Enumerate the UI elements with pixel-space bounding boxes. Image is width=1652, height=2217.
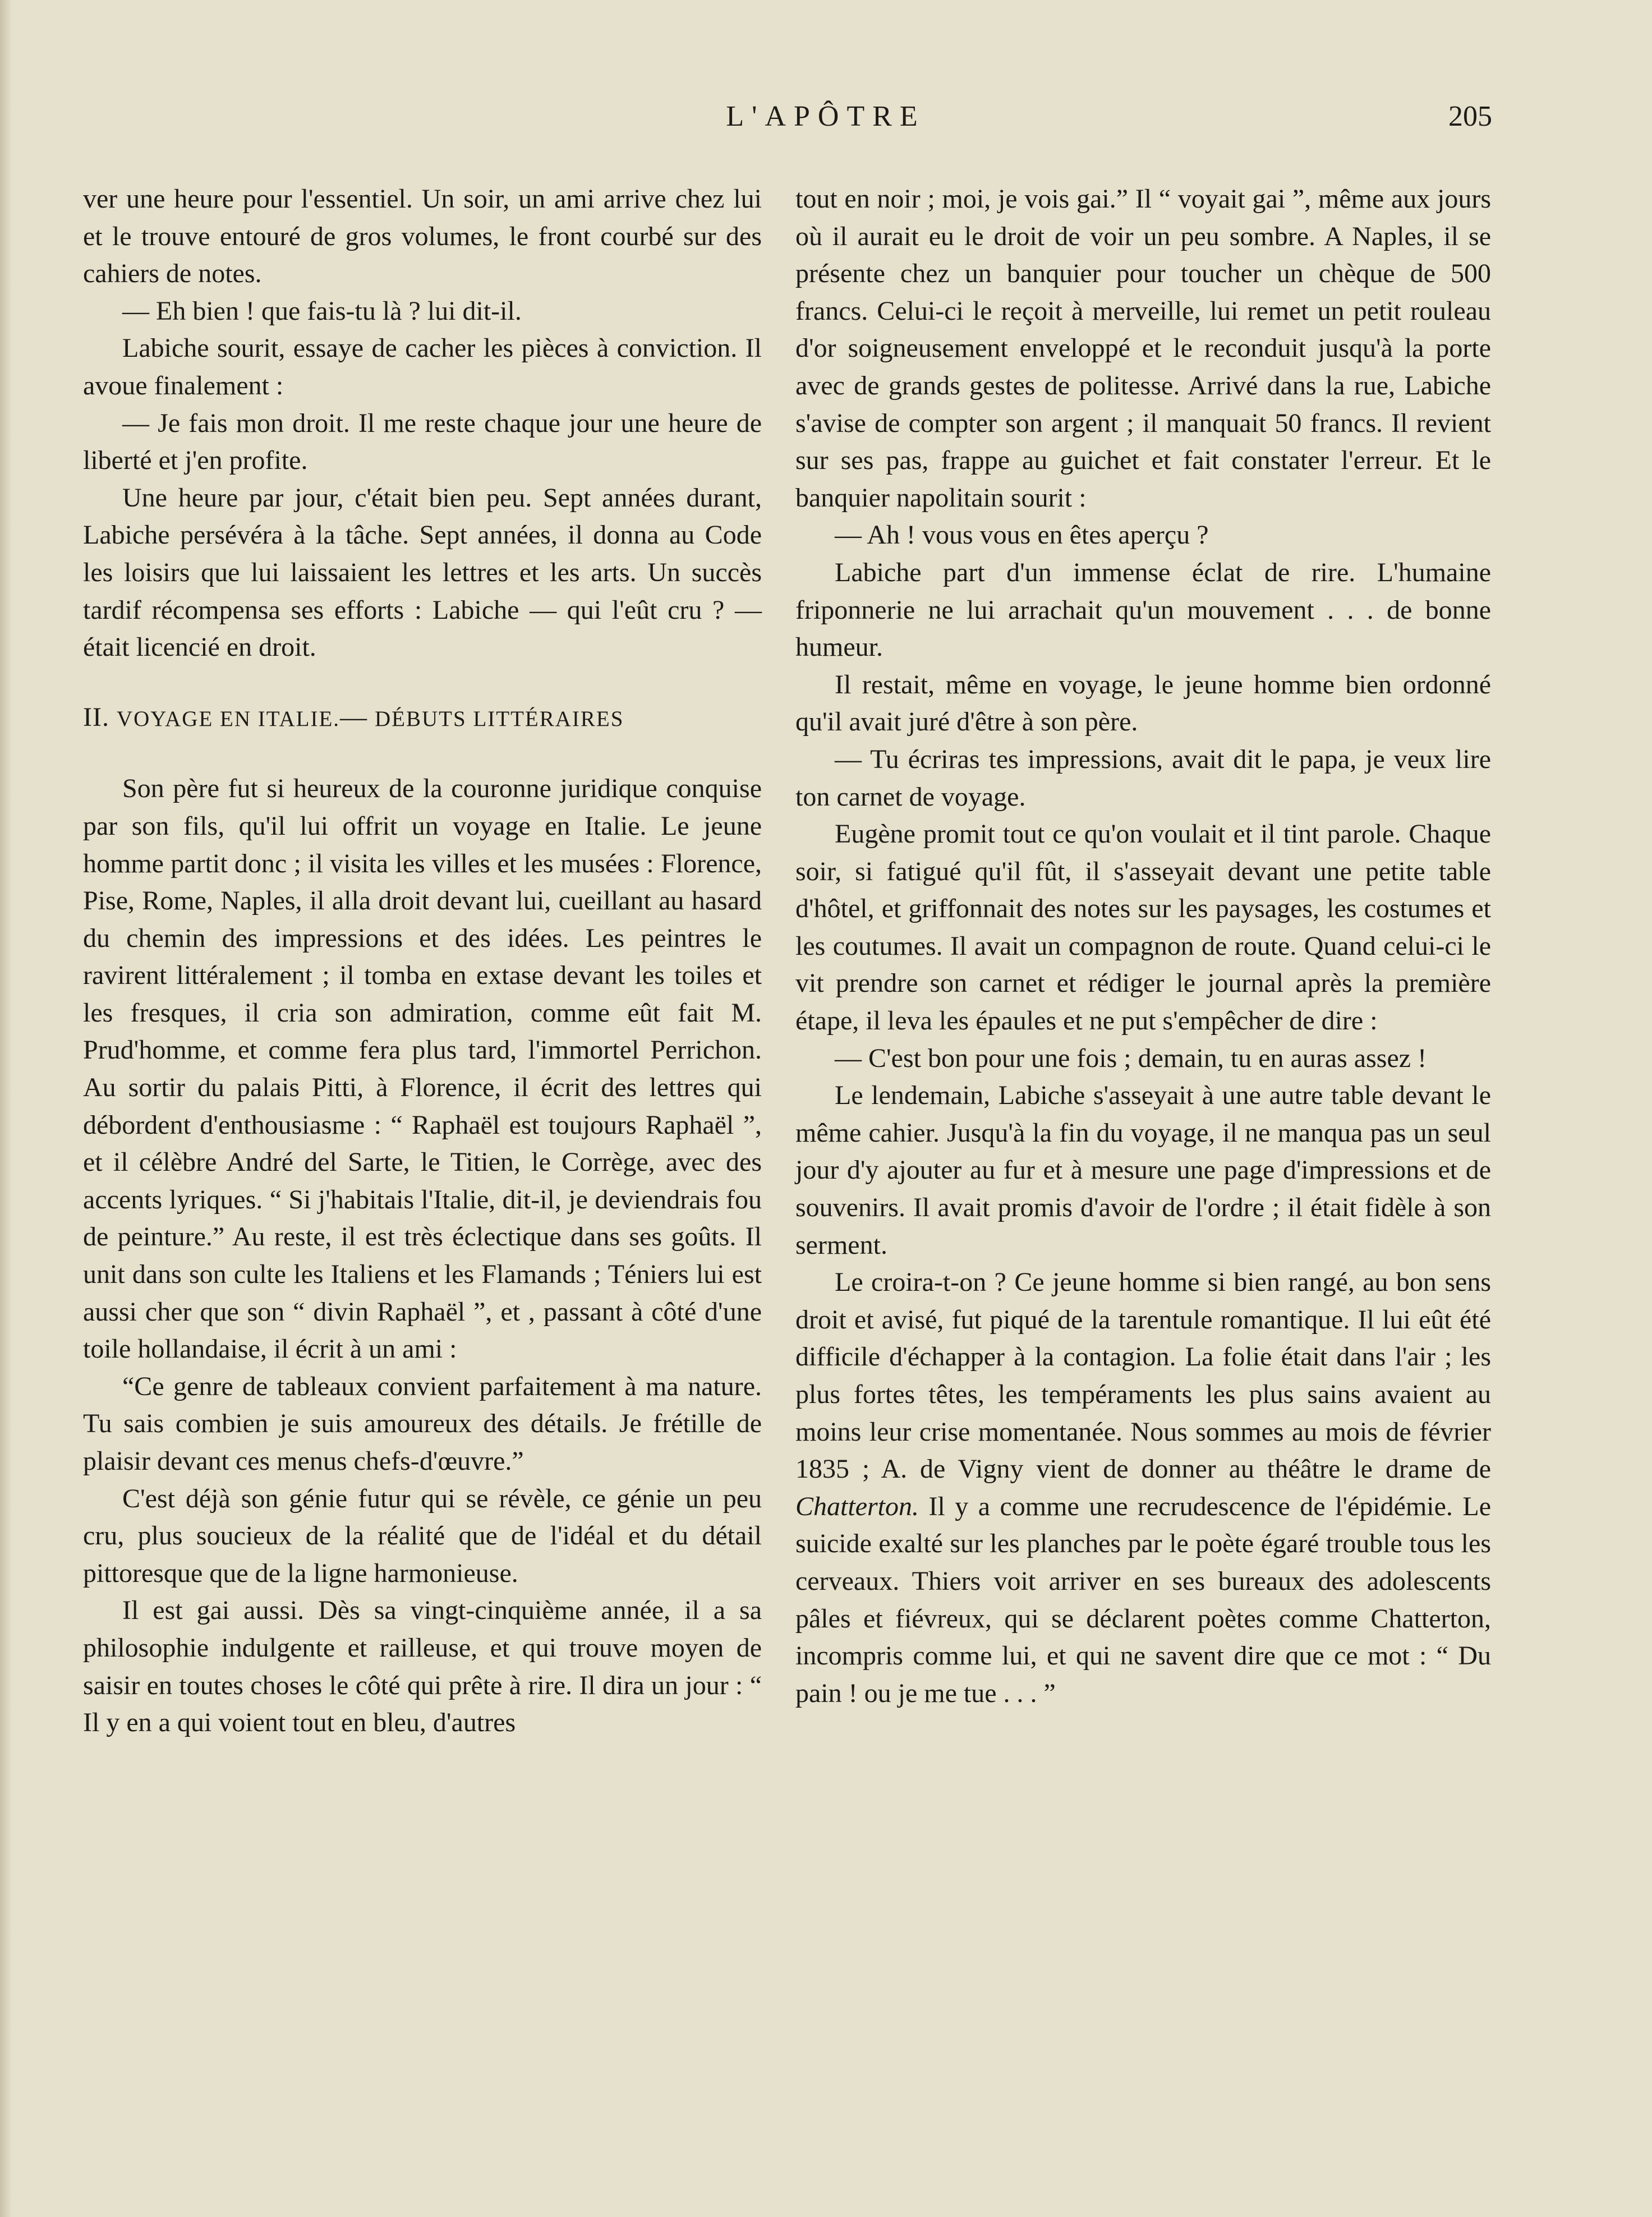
running-head-title: L'APÔTRE: [726, 100, 926, 132]
paragraph: Labiche sourit, essaye de cacher les pièces à conviction. Il avoue finalement :: [83, 333, 762, 401]
paragraph: Une heure par jour, c'était bien peu. Sept années durant, Labiche persévéra à la tâche. Sept années, il donna au Code les loisirs que lui laissaient les lettres et les arts. Un succès tardif récompensa ses efforts : Labiche — qui l'eût cru ? — était licencié en droit.: [83, 482, 762, 663]
section-title-dash: —: [340, 702, 368, 732]
paragraph: Il restait, même en voyage, le jeune homme bien ordonné qu'il avait juré d'être à son père.: [795, 669, 1491, 737]
paragraph: Labiche part d'un immense éclat de rire. L'humaine friponnerie ne lui arrachait qu'un mouvement . . . de bonne humeur.: [795, 557, 1491, 663]
right-column: [795, 181, 1491, 1712]
paragraph: — Ah ! vous vous en êtes aperçu ?: [835, 520, 1209, 550]
paragraph: — Je fais mon droit. Il me reste chaque jour une heure de liberté et j'en profite.: [83, 408, 762, 476]
section-number: II.: [83, 702, 109, 732]
page-number: 205: [1448, 100, 1492, 132]
section-heading: [83, 699, 762, 738]
paragraph: Le lendemain, Labiche s'asseyait à une autre table devant le même cahier. Jusqu'à la fin du voyage, il ne manqua pas un seul jour d'y ajouter au fur et à mesure une page d'impressions et de souvenirs. Il avait promis d'avoir de l'ordre ; il était fidèle à son serment.: [795, 1080, 1491, 1260]
left-column: [83, 181, 762, 1742]
paragraph: Son père fut si heureux de la couronne juridique conquise par son fils, qu'il lui offrit un voyage en Italie. Le jeune homme partit donc ; il visita les villes et les musées : Florence, Pise, Rome, Naples, il alla droit devant lui, cueillant au hasard du chemin des impressions et des idées. Les peintres le ravirent littéralement ; il tomba en extase devant les toiles et les fresques, il cria son admiration, comme eût fait M. Prud'homme, et comme fera plus tard, l'immortel Perrichon. Au sortir du palais Pitti, à Florence, il écrit des lettres qui débordent d'enthousiasme : “ Raphaël est toujours Raphaël ”, et il célèbre André del Sarte, le Titien, le Corrège, avec des accents lyriques. “ Si j'habitais l'Italie, dit-il, je deviendrais fou de peinture.” Au reste, il est très éclectique dans ses goûts. Il unit dans son culte les Italiens et les Flamands ; Téniers lui est aussi cher que son “ divin Raphaël ”, et , passant à côté d'une toile hollandaise, il écrit à un ami :: [83, 774, 762, 1364]
paragraph: ver une heure pour l'essentiel. Un soir, un ami arrive chez lui et le trouve entouré de gros volumes, le front courbé sur des cahiers de notes.: [83, 184, 762, 289]
paragraph: — Tu écriras tes impressions, avait dit le papa, je veux lire ton carnet de voyage.: [795, 744, 1491, 812]
quoted-letter: “Ce genre de tableaux convient parfaitement à ma nature. Tu sais combien je suis amoureux des détails. Je frétille de plaisir devant ces menus chefs-d'œuvre.”: [83, 1371, 762, 1476]
play-title: Chatterton.: [795, 1491, 919, 1521]
paragraph: — Eh bien ! que fais-tu là ? lui dit-il.: [122, 296, 522, 326]
section-title-part2: DÉBUTS LITTÉRAIRES: [375, 706, 624, 731]
paragraph: tout en noir ; moi, je vois gai.” Il “ voyait gai ”, même aux jours où il aurait eu le droit de voir un peu sombre. A Naples, il se présente chez un banquier pour toucher un chèque de 500 francs. Celui-ci le reçoit à merveille, lui remet un petit rouleau d'or soigneusement enveloppé et le reconduit jusqu'à la porte avec de grands gestes de politesse. Arrivé dans la rue, Labiche s'avise de compter son argent ; il manquait 50 francs. Il revient sur ses pas, frappe au guichet et fait constater l'erreur. Et le banquier napolitain sourit :: [795, 184, 1491, 513]
paragraph: [795, 1264, 1491, 1712]
page-binding-edge: [0, 0, 12, 2217]
paragraph-text: Il y a comme une recrudescence de l'épidémie. Le suicide exalté sur les planches par le poète égaré trouble tous les cerveaux. Thiers voit arriver en ses bureaux des adolescents pâles et fiévreux, qui se déclarent poètes comme Chatterton, incompris comme lui, et qui ne savent dire que ce mot : “ Du pain ! ou je me tue . . . ”: [795, 1491, 1492, 1708]
section-title-part1: VOYAGE EN ITALIE.: [116, 706, 340, 731]
paragraph-text: Le croira-t-on ? Ce jeune homme si bien rangé, au bon sens droit et avisé, fut piqué de la tarentule romantique. Il lui eût été difficile d'échapper à la contagion. La folie était dans l'air ; les plus fortes têtes, les tempéraments les plus sains avaient au moins leur crise momentanée. Nous sommes au mois de février 1835 ; A. de Vigny vient de donner au théâtre le drame de: [795, 1267, 1491, 1484]
paragraph: Il est gai aussi. Dès sa vingt-cinquième année, il a sa philosophie indulgente et railleuse, et qui trouve moyen de saisir en toutes choses le côté qui prête à rire. Il dira un jour : “ Il y en a qui voient tout en bleu, d'autres: [83, 1595, 762, 1738]
paragraph: — C'est bon pour une fois ; demain, tu en auras assez !: [835, 1043, 1427, 1073]
paragraph: Eugène promit tout ce qu'on voulait et il tint parole. Chaque soir, si fatigué qu'il fût, il s'asseyait devant une petite table d'hôtel, et griffonnait des notes sur les paysages, les costumes et les coutumes. Il avait un compagnon de route. Quand celui-ci le vit prendre son carnet et rédiger le journal après la première étape, il leva les épaules et ne put s'empêcher de dire :: [795, 819, 1491, 1036]
paragraph: C'est déjà son génie futur qui se révèle, ce génie un peu cru, plus soucieux de la réalité que de l'idéal et du détail pittoresque que de la ligne harmonieuse.: [83, 1483, 762, 1588]
